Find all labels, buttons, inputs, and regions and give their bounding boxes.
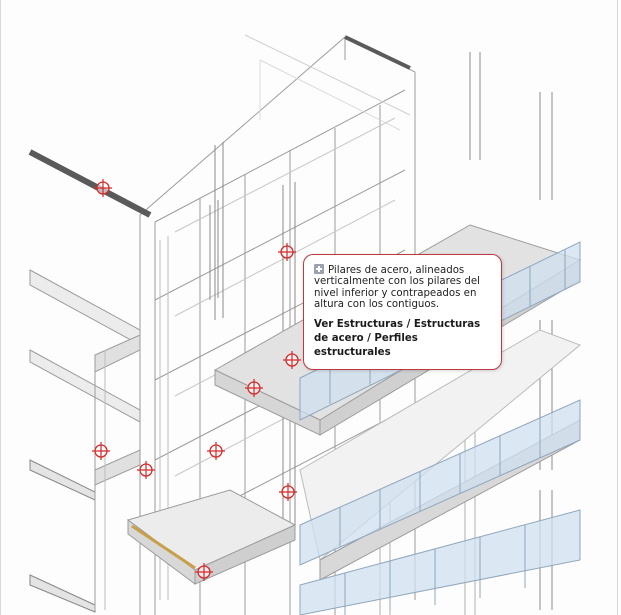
tooltip-link[interactable]: Ver Estructuras / Estructuras de acero / Perfiles estructurales [314, 318, 481, 358]
frame-edge-left [0, 0, 1, 615]
crosshair-marker-icon[interactable] [278, 243, 296, 261]
roof-beam [30, 152, 150, 215]
balcony-slab-lower-left [128, 490, 295, 570]
crosshair-marker-icon[interactable] [279, 483, 297, 501]
tooltip-text: Pilares de acero, alineados verticalmente con los pilares del nivel inferior y contrapeados en altura con los contiguos. [314, 265, 480, 311]
frame-edge-right [617, 0, 618, 615]
slab-left-upper [30, 270, 140, 345]
plus-square-icon[interactable] [314, 264, 324, 274]
info-tooltip [303, 254, 502, 370]
